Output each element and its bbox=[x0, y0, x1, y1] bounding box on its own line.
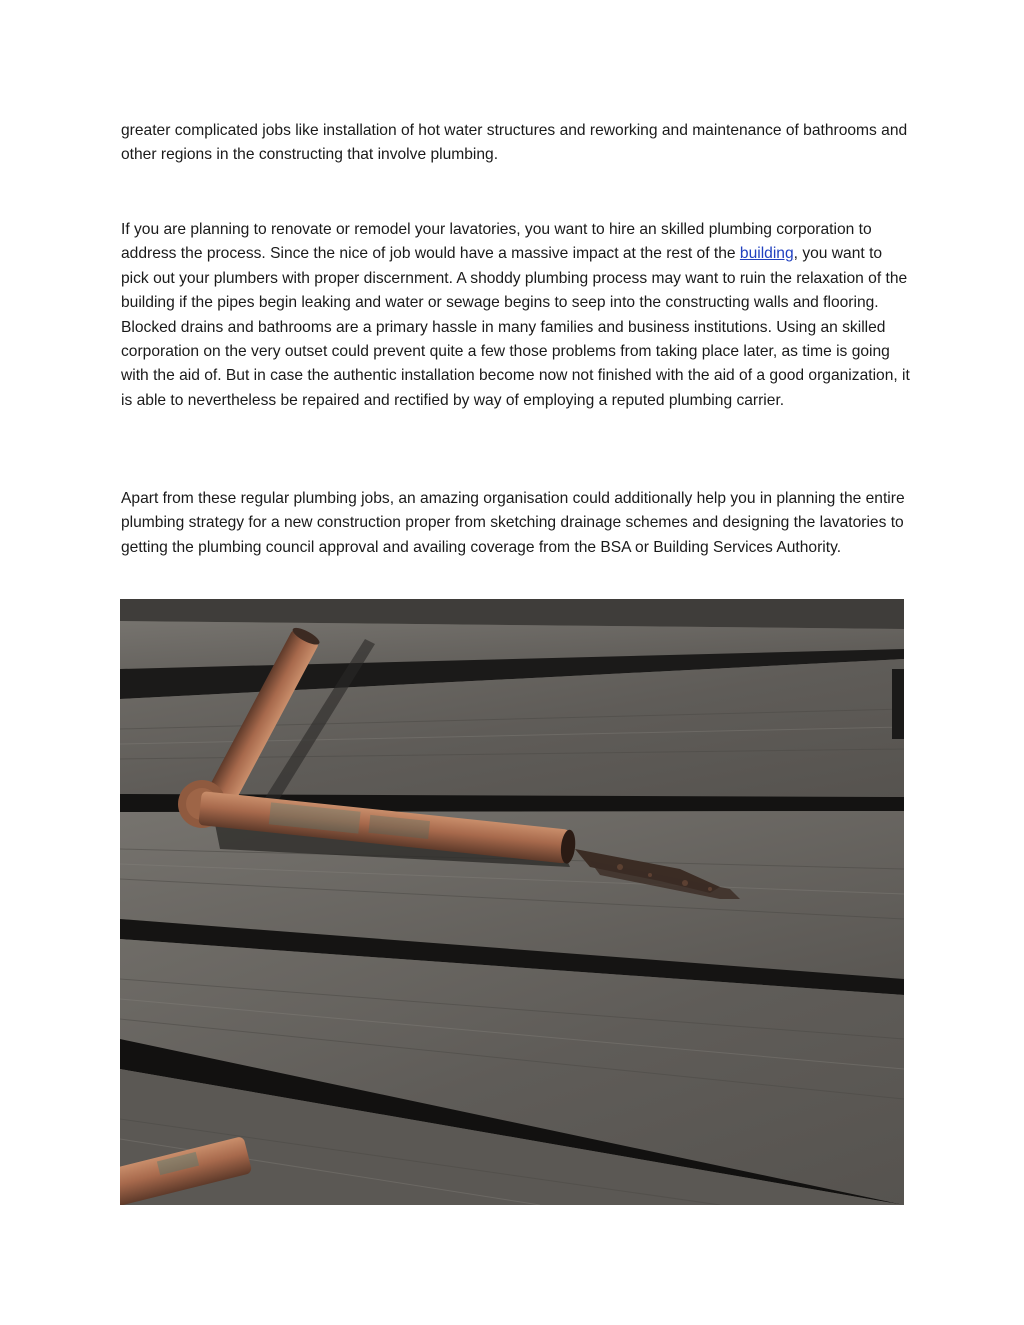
paragraph-planning: Apart from these regular plumbing jobs, an amazing organisation could additionally help you in planning the entire plumbing strategy for a new construction proper from sketching drainage schemes and designing the lavatories to getting the plumbing council approval and availing coverage from the BSA or Building Services Authority. bbox=[121, 490, 905, 556]
paragraph-text-after-link: , you want to pick out your plumbers with proper discernment. A shoddy plumbing process may want to ruin the relaxation of the building if the pipes begin leaking and water or sewage begins to seep into the constructing walls and flooring. Blocked drains and bathrooms are a primary hassle in many families and business institutions. Using an skilled corporation on the very outset could prevent quite a few those problems from taking place later, as time is going with the aid of. But in case the authentic installation become now not finished with the aid of a good organization, it is able to nevertheless be repaired and rectified by way of employing a reputed plumbing carrier. bbox=[121, 245, 910, 409]
building-link[interactable]: building bbox=[739, 245, 794, 263]
corroded-pipe-photo bbox=[120, 599, 904, 1205]
paragraph-text-before-link: If you are planning to renovate or remodel your lavatories, you want to hire an skilled plumbing corporation to address the process. Since the nice of job would have a massive impact at the rest of the bbox=[121, 221, 872, 263]
corroded-pipe-illustration bbox=[120, 599, 904, 1205]
paragraph-intro: greater complicated jobs like installation of hot water structures and reworking and maintenance of bathrooms and other regions in the constructing that involve plumbing. bbox=[121, 122, 908, 164]
paragraph-renovation bbox=[121, 218, 911, 413]
